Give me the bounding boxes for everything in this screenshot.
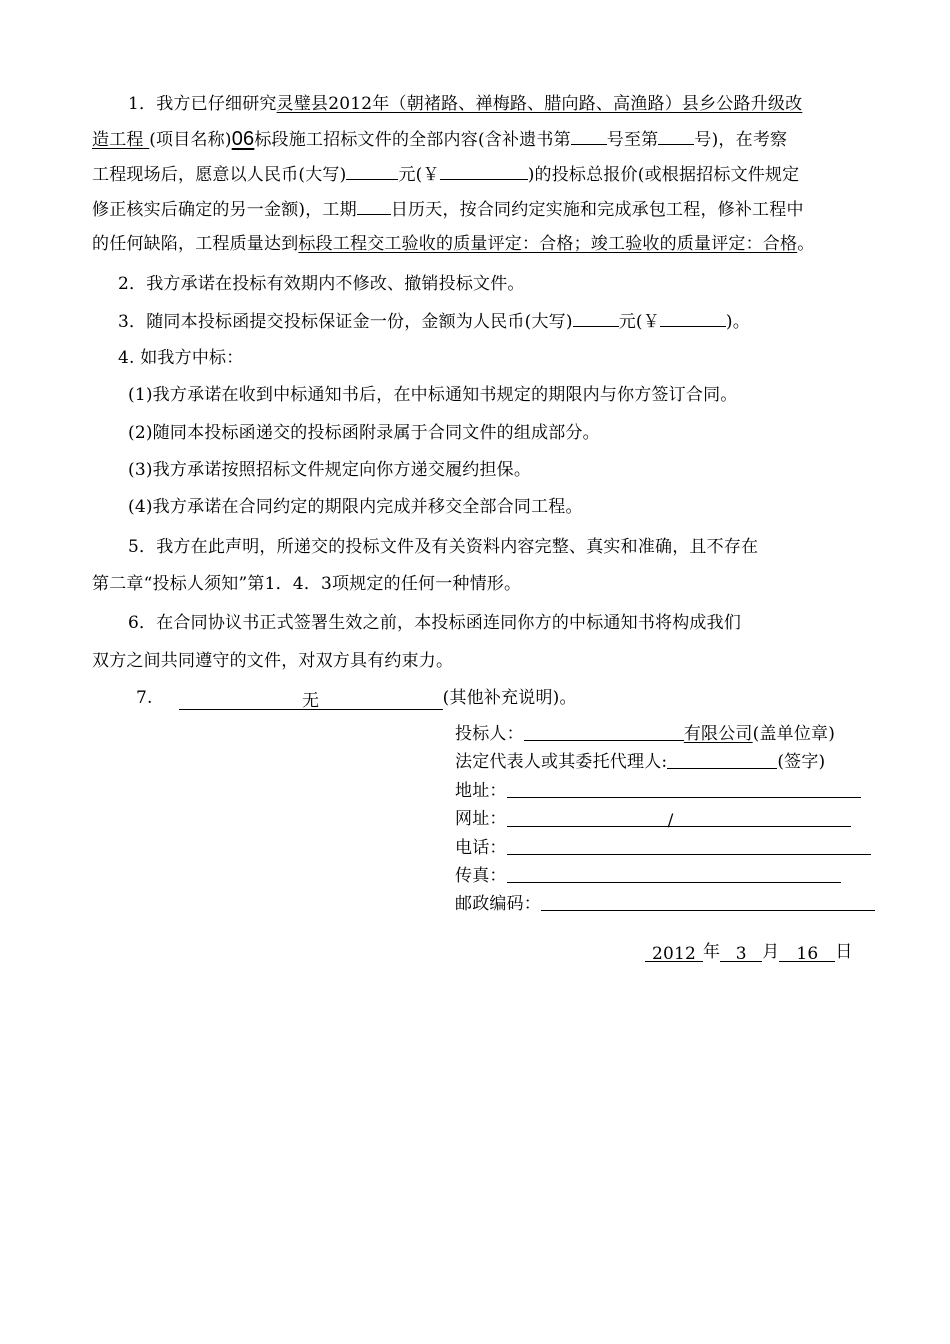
date-line: 2012 年 3 月 16 日 [645, 941, 853, 963]
item7: 7. 无 (其他补充说明)。 [136, 688, 577, 711]
item4-sub3: (3)我方承诺按照招标文件规定向你方递交履约担保。 [128, 460, 532, 480]
item1-line5: 的任何缺陷，工程质量达到标段工程交工验收的质量评定：合格；竣工验收的质量评定：合格。 [92, 234, 815, 254]
item5-line2: 第二章“投标人须知”第1．4．3项规定的任何一种情形。 [92, 574, 522, 594]
address-blank [507, 781, 861, 798]
item6-line2: 双方之间共同遵守的文件，对双方具有约束力。 [92, 651, 454, 671]
website-value: / [667, 811, 674, 831]
item1-line3: 工程现场后，愿意以人民币(大写) 元(￥ )的投标总报价(或根据招标文件规定 [92, 165, 800, 185]
item5-line1: 5．我方在此声明，所递交的投标文件及有关资料内容完整、真实和准确，且不存在 [128, 537, 759, 557]
postcode-row: 邮政编码： [455, 893, 875, 915]
item4-sub4: (4)我方承诺在合同约定的期限内完成并移交全部合同工程。 [128, 497, 583, 517]
quality-standard: 标段工程交工验收的质量评定：合格；竣工验收的质量评定：合格 [298, 234, 798, 254]
other-notes-blank: 无 [179, 690, 443, 710]
postcode-blank [541, 894, 875, 911]
item1-line1: 1．我方已仔细研究灵璧县2012年（朝褚路、禅梅路、腊向路、高渔路）县乡公路升级改 [128, 94, 803, 114]
bidder-name-blank [524, 724, 684, 741]
item1-line2: 造工程 (项目名称)06标段施工招标文件的全部内容(含补遗书第 号至第 号)，在考察 [92, 128, 788, 150]
item6-line1: 6．在合同协议书正式签署生效之前，本投标函连同你方的中标通知书将构成我们 [128, 613, 742, 633]
bidder-row: 投标人： 有限公司(盖单位章) [455, 724, 836, 744]
phone-blank [507, 838, 871, 855]
representative-row: 法定代表人或其委托代理人: (签字) [455, 752, 826, 772]
website-blank [507, 810, 851, 831]
item3: 3．随同本投标函提交投标保证金一份，金额为人民币(大写) 元(￥ )。 [118, 312, 750, 332]
price-words-blank [346, 163, 398, 180]
addendum-to-blank [658, 128, 694, 145]
item2: 2．我方承诺在投标有效期内不修改、撤销投标文件。 [118, 274, 525, 294]
date-day: 16 [779, 943, 835, 962]
date-year: 2012 [645, 943, 703, 962]
item1-line4: 修正核实后确定的另一金额)，工期 日历天，按合同约定实施和完成承包工程，修补工程中 [92, 200, 804, 220]
item4-title: 4. 如我方中标： [118, 348, 244, 368]
deposit-words-blank [573, 310, 619, 327]
project-name: 灵璧县2012年（朝褚路、禅梅路、腊向路、高渔路）县乡公路升级改 [276, 94, 803, 114]
item4-sub1: (1)我方承诺在收到中标通知书后，在中标通知书规定的期限内与你方签订合同。 [128, 385, 738, 405]
duration-blank [357, 198, 391, 215]
item4-sub2: (2)随同本投标函递交的投标函附录属于合同文件的组成部分。 [128, 423, 600, 443]
representative-signature-blank [667, 752, 777, 769]
website-row: 网址： / [455, 808, 851, 830]
bidder-company: 有限公司 [683, 724, 753, 744]
fax-row: 传真： [455, 865, 841, 887]
phone-row: 电话： [455, 837, 871, 859]
deposit-number-blank [660, 310, 726, 327]
date-month: 3 [720, 943, 762, 962]
price-number-blank [440, 163, 528, 180]
addendum-from-blank [571, 128, 607, 145]
address-row: 地址： [455, 780, 861, 802]
fax-blank [507, 866, 841, 883]
section-number: 06 [231, 128, 255, 150]
